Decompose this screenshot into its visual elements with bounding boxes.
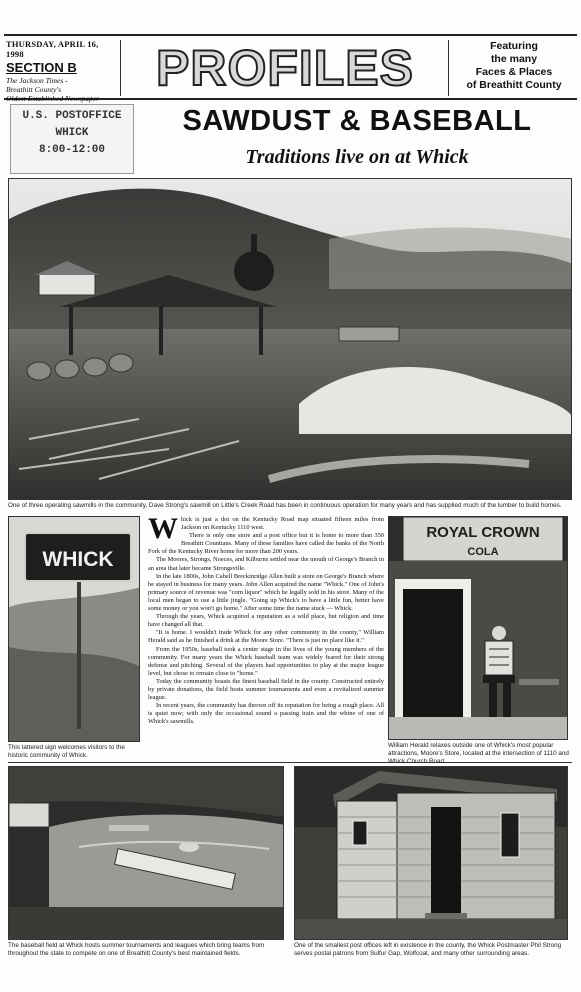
article-paragraph: Through the years, Whick acquired a reputation as a wild place, but religion and time have changed all that. <box>148 613 384 629</box>
post-office-image <box>295 767 568 940</box>
article-text: hick is just a dot on the Kentucky Road map situated fifteen miles from Jackson on Kentucky 1110 west. <box>181 516 384 532</box>
masthead-divider <box>120 40 121 96</box>
section-rule <box>8 762 572 763</box>
article-body <box>148 516 384 764</box>
moore-store-photo <box>388 516 568 740</box>
tagline-line: Featuring <box>490 40 538 52</box>
article-paragraph: The Moores, Strongs, Noeces, and Kilburns settled near the mouth of George's Branch in an area that later became Strongsville. <box>148 556 384 572</box>
article-paragraph: From the 1950s, baseball took a center stage in the lives of the young members of the community. For many years the Whick baseball team was widely feared for their strong defense and pitching. Several of the players had opportunities to play at the major league level, but chose to remain close to "home." <box>148 645 384 677</box>
stamp-line: WHICK <box>55 127 89 139</box>
paper-line: Oldest Established Newspaper <box>6 94 100 103</box>
stamp-line: U.S. POSTOFFICE <box>22 110 122 122</box>
baseball-field-image <box>9 767 284 940</box>
headline: SAWDUST & BASEBALL <box>182 105 532 137</box>
postoffice-stamp <box>10 104 134 174</box>
masthead-tagline <box>452 40 576 92</box>
post-office-caption: One of the smallest post offices left in existence in the county, the Whick Postmaster Phil Strong serves postal patrons from Sulfur Gap, Wolfcoal, and many other surrounding areas. <box>294 942 562 957</box>
section-label: SECTION B <box>6 60 77 75</box>
paper-name <box>6 76 118 103</box>
store-sign-line2: COLA <box>467 546 499 558</box>
masthead-left <box>6 39 118 103</box>
article-paragraph: "It is home. I wouldn't trade Whick for any other community in the county," William Herald said as he finished a drink at the Moore Store. "There is just no place like it." <box>148 629 384 645</box>
sign-caption: This tattered sign welcomes visitors to the historic community of Whick. <box>8 744 125 759</box>
masthead-divider <box>448 40 449 96</box>
paper-line: Breathitt County's <box>6 85 62 94</box>
sawmill-photo-image <box>9 179 572 500</box>
article-paragraph: There is only one store and a post office but it is home to more than 350 Breathitt Countians. Many of these families have called the banks of the North Fork of the Kentucky River home for more than 200 years. <box>148 532 384 556</box>
whick-sign-image <box>9 517 140 742</box>
moore-store-image <box>389 517 568 740</box>
sawmill-photo <box>8 178 572 500</box>
article-paragraph: Today the community boasts the finest baseball field in the county. Constructed entirely by private donations, the field hosts summer tournaments and even a revitalized summer league. <box>148 677 384 702</box>
tagline-line: Faces & Places <box>475 66 553 78</box>
drop-cap: W <box>148 516 178 545</box>
baseball-field-photo <box>8 766 284 940</box>
article-paragraph: In the late 1800s, John Cabell Breckinridge Allen built a store on George's Branch where he stayed in business for many years. John Allen acquired the name "Whick." One of John's primary source of revenue was "corn liquor" which he legally sold in his store. Many of the local men began to use a little jingle. "Going up Whick's to have a little fun, better have some money or you won't go home." After some time the name stuck — Whick. <box>148 572 384 613</box>
whick-sign-photo <box>8 516 140 742</box>
stamp-line: 8:00-12:00 <box>38 144 105 156</box>
issue-date: THURSDAY, APRIL 16, 1998 <box>6 39 99 59</box>
article-paragraph: In recent years, the community has thrown off its reputation for being a rough place. All is quiet now; with only the occasional sound a passing train and the whine of one of Whick's sawmills. <box>148 702 384 726</box>
store-sign-line1: ROYAL CROWN <box>426 524 540 541</box>
post-office-photo <box>294 766 568 940</box>
sign-text: WHICK <box>42 548 114 571</box>
store-caption: William Herald relaxes outside one of Whick's most popular attractions, Moore's Store, located at the intersection of 1110 and <box>388 742 569 757</box>
tagline-line: of Breathitt County <box>466 79 562 91</box>
tagline-line: the many <box>490 53 538 65</box>
sawmill-caption: One of three operating sawmills in the community, Dave Strong's sawmill on Little's Creek Road has been in continuous operation for many years and has supplied much of the lumber to build homes. <box>8 502 562 509</box>
paper-line: The Jackson Times - <box>6 76 68 85</box>
subheadline: Traditions live on at Whick <box>245 146 469 168</box>
section-title: PROFILES <box>155 40 415 96</box>
baseball-caption: The baseball field at Whick hosts summer tournaments and leagues which bring teams from throughout the state to compete on one of Breathitt County's best maintained fields. <box>8 942 265 957</box>
masthead <box>4 34 577 103</box>
